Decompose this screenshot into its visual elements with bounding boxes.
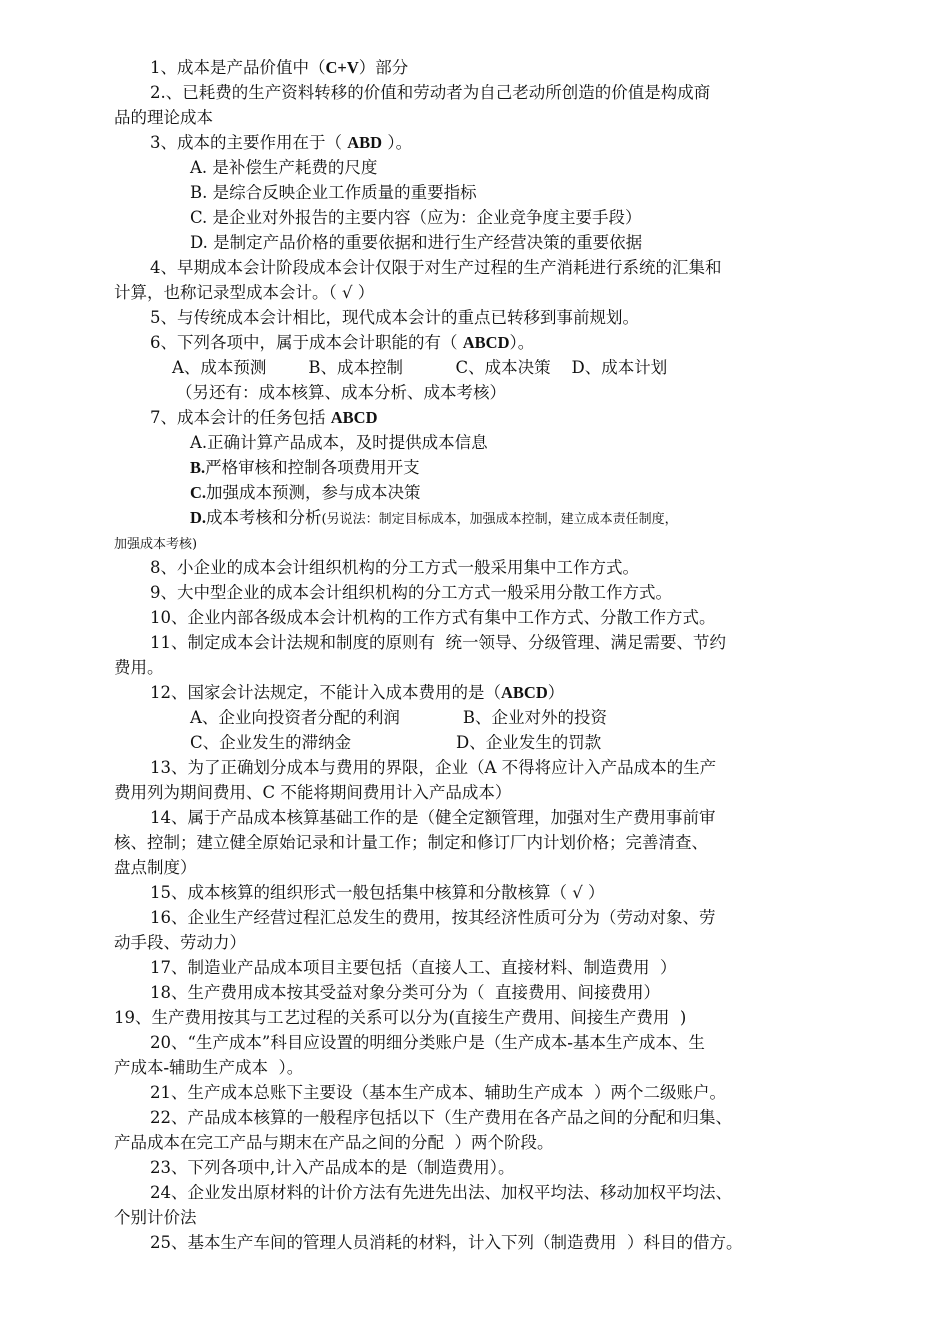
q4-line: 4、早期成本会计阶段成本会计仅限于对生产过程的生产消耗进行系统的汇集和 [150, 258, 722, 277]
q6-options: A、成本预测 B、成本控制 C、成本决策 D、成本计划 [172, 358, 668, 377]
q7-line: 7、成本会计的任务包括 ABCD [150, 408, 378, 427]
q21-line: 21、生产成本总账下主要设（基本生产成本、辅助生产成本 ）两个二级账户。 [150, 1083, 726, 1102]
q13-line-cont: 费用列为期间费用、C 不能将期间费用计入产品成本） [114, 783, 512, 802]
q7-option-d-note: (另说法：制定目标成本，加强成本控制，建立成本责任制度， [321, 512, 678, 527]
q7-note-cont: 加强成本考核) [114, 537, 198, 552]
q13-line: 13、为了正确划分成本与费用的界限，企业（A 不得将应计入产品成本的生产 [150, 758, 717, 777]
q3-option-a: A. 是补偿生产耗费的尺度 [190, 158, 378, 177]
q22-line: 22、产品成本核算的一般程序包括以下（生产费用在各产品之间的分配和归集、 [150, 1108, 732, 1127]
q16-line-cont: 动手段、劳动力） [114, 933, 246, 952]
q14-line-cont-1: 核、控制；建立健全原始记录和计量工作；制定和修订厂内计划价格；完善清查、 [114, 833, 708, 852]
q7-option-b: B.严格审核和控制各项费用开支 [190, 458, 420, 477]
q10-line: 10、企业内部各级成本会计机构的工作方式有集中工作方式、分散工作方式。 [150, 608, 716, 627]
q16-line: 16、企业生产经营过程汇总发生的费用，按其经济性质可分为（劳动对象、劳 [150, 908, 716, 927]
q14-line-cont-2: 盘点制度） [114, 858, 197, 877]
q12-options-ab: A、企业向投资者分配的利润 B、企业对外的投资 [190, 708, 607, 727]
q4-line-cont: 计算，也称记录型成本会计。（ √ ） [114, 283, 375, 302]
q1-line: 1、成本是产品价值中（C+V）部分 [150, 58, 409, 77]
q23-line: 23、下列各项中,计入产品成本的是（制造费用）。 [150, 1158, 515, 1177]
q24-line: 24、企业发出原材料的计价方法有先进先出法、加权平均法、移动加权平均法、 [150, 1183, 732, 1202]
q3-line: 3、成本的主要作用在于（ ABD ）。 [150, 133, 413, 152]
q20-line: 20、“生产成本”科目应设置的明细分类账户是（生产成本-基本生产成本、生 [150, 1033, 705, 1052]
q25-line: 25、基本生产车间的管理人员消耗的材料，计入下列（制造费用 ）科目的借方。 [150, 1233, 743, 1252]
q17-line: 17、制造业产品成本项目主要包括（直接人工、直接材料、制造费用 ） [150, 958, 677, 977]
q12-line: 12、国家会计法规定，不能计入成本费用的是（ABCD） [150, 683, 565, 702]
q6-note: （另还有：成本核算、成本分析、成本考核） [176, 383, 506, 402]
q2-line: 2.、已耗费的生产资料转移的价值和劳动者为自己老动所创造的价值是构成商 [150, 83, 711, 102]
q8-line: 8、小企业的成本会计组织机构的分工方式一般采用集中工作方式。 [150, 558, 639, 577]
q7-option-c: C.加强成本预测，参与成本决策 [190, 483, 421, 502]
q11-line: 11、制定成本会计法规和制度的原则有 统一领导、分级管理、满足需要、节约 [150, 633, 726, 652]
q22-line-cont: 产品成本在完工产品与期末在产品之间的分配 ）两个阶段。 [114, 1133, 554, 1152]
q5-line: 5、与传统成本会计相比，现代成本会计的重点已转移到事前规划。 [150, 308, 639, 327]
q9-line: 9、大中型企业的成本会计组织机构的分工方式一般采用分散工作方式。 [150, 583, 672, 602]
q3-option-b: B. 是综合反映企业工作质量的重要指标 [190, 183, 477, 202]
q19-line: 19、生产费用按其与工艺过程的关系可以分为(直接生产费用、间接生产费用 ) [114, 1008, 687, 1027]
q18-line: 18、生产费用成本按其受益对象分类可分为（ 直接费用、间接费用） [150, 983, 660, 1002]
q7-option-a: A.正确计算产品成本，及时提供成本信息 [190, 433, 488, 452]
q2-line-cont: 品的理论成本 [114, 108, 213, 127]
q3-option-d: D. 是制定产品价格的重要依据和进行生产经营决策的重要依据 [190, 233, 643, 252]
q15-line: 15、成本核算的组织形式一般包括集中核算和分散核算（ √ ） [150, 883, 605, 902]
q12-options-cd: C、企业发生的滞纳金 D、企业发生的罚款 [190, 733, 602, 752]
q6-line: 6、下列各项中，属于成本会计职能的有（ ABCD）。 [150, 333, 535, 352]
q14-line: 14、属于产品成本核算基础工作的是（健全定额管理，加强对生产费用事前审 [150, 808, 716, 827]
q11-line-cont: 费用。 [114, 658, 164, 677]
q7-option-d: D.成本考核和分析(另说法：制定目标成本，加强成本控制，建立成本责任制度， [190, 508, 678, 527]
q20-line-cont: 产成本-辅助生产成本 ）。 [114, 1058, 304, 1077]
q24-line-cont: 个别计价法 [114, 1208, 197, 1227]
q3-option-c: C. 是企业对外报告的主要内容（应为：企业竞争度主要手段） [190, 208, 642, 227]
